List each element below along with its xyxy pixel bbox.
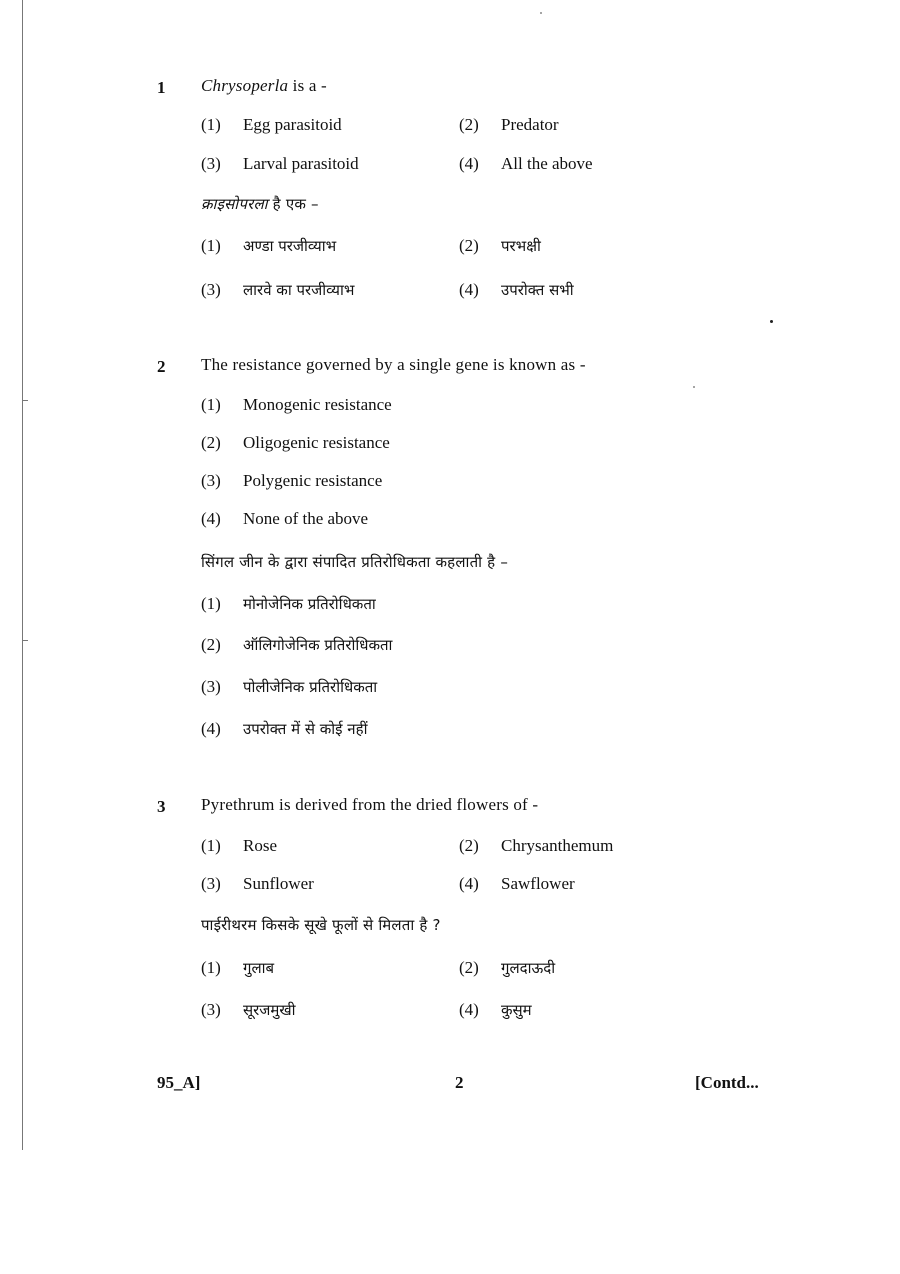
option-text: Predator xyxy=(501,115,559,134)
margin-tick xyxy=(22,640,28,641)
option-number: (4) xyxy=(201,509,221,528)
option-text: परभक्षी xyxy=(501,237,541,255)
option-text: Chrysanthemum xyxy=(501,836,614,855)
option-number: (1) xyxy=(201,594,221,613)
paper-code: 95_A] xyxy=(157,1073,201,1092)
option xyxy=(459,958,555,978)
option xyxy=(201,594,376,614)
option xyxy=(201,115,342,135)
option-text: उपरोक्त सभी xyxy=(501,281,574,299)
option xyxy=(201,236,336,256)
option-text: All the above xyxy=(501,154,593,173)
species-name-hi: क्राइसोपरला xyxy=(201,195,268,213)
scan-speck xyxy=(770,320,773,323)
question-text-hi: पाईरीथरम किसके सूखे फूलों से मिलता है ? xyxy=(201,916,441,934)
option xyxy=(201,836,277,856)
option xyxy=(201,635,392,655)
question-number: 1 xyxy=(157,78,166,97)
option-number: (4) xyxy=(459,154,479,173)
option xyxy=(459,154,593,174)
margin-tick xyxy=(22,400,28,401)
option-text: अण्डा परजीव्याभ xyxy=(243,237,337,255)
question-text-en: The resistance governed by a single gene is known as - xyxy=(201,355,586,374)
option-text: Polygenic resistance xyxy=(243,471,383,490)
option-text: Larval parasitoid xyxy=(243,154,359,173)
option-text: उपरोक्त में से कोई नहीं xyxy=(243,720,368,738)
option-number: (1) xyxy=(201,836,221,855)
option-number: (2) xyxy=(459,115,479,134)
option xyxy=(201,509,368,529)
option-number: (1) xyxy=(201,236,221,255)
option-text: Oligogenic resistance xyxy=(243,433,390,452)
option-text: गुलदाऊदी xyxy=(501,959,556,977)
option xyxy=(201,280,354,300)
question-text-hi: सिंगल जीन के द्वारा संपादित प्रतिरोधिकता कहलाती है – xyxy=(201,553,509,571)
option xyxy=(201,874,314,894)
option xyxy=(201,719,367,739)
option-number: (3) xyxy=(201,677,221,696)
option-number: (4) xyxy=(459,280,479,299)
option-number: (2) xyxy=(459,836,479,855)
species-name: Chrysoperla xyxy=(201,76,289,95)
option-number: (2) xyxy=(459,958,479,977)
option-number: (2) xyxy=(459,236,479,255)
option-text: गुलाब xyxy=(243,959,275,977)
option-number: (3) xyxy=(201,1000,221,1019)
option-text: Sunflower xyxy=(243,874,314,893)
question-text-hi xyxy=(201,194,319,214)
option-text: मोनोजेनिक प्रतिरोधिकता xyxy=(243,595,376,613)
option-number: (2) xyxy=(201,635,221,654)
option-text: सूरजमुखी xyxy=(243,1001,296,1019)
question-text-rest: is a - xyxy=(288,76,327,95)
option xyxy=(459,280,574,300)
option-number: (1) xyxy=(201,958,221,977)
option-text: पोलीजेनिक प्रतिरोधिकता xyxy=(243,678,378,696)
option-text: लारवे का परजीव्याभ xyxy=(243,281,355,299)
option-number: (2) xyxy=(201,433,221,452)
option xyxy=(201,154,359,174)
option xyxy=(201,471,382,491)
option-number: (4) xyxy=(459,1000,479,1019)
question-text-en xyxy=(201,76,327,96)
continued-label: [Contd... xyxy=(695,1073,759,1092)
option xyxy=(201,395,392,415)
option-number: (4) xyxy=(201,719,221,738)
option-text: ऑलिगोजेनिक प्रतिरोधिकता xyxy=(243,636,393,654)
option-number: (3) xyxy=(201,280,221,299)
option-number: (3) xyxy=(201,471,221,490)
option xyxy=(459,1000,532,1020)
option-text: None of the above xyxy=(243,509,369,528)
option-number: (3) xyxy=(201,154,221,173)
option-number: (1) xyxy=(201,395,221,414)
option xyxy=(459,836,613,856)
option xyxy=(201,958,274,978)
option xyxy=(201,433,390,453)
question-text-en: Pyrethrum is derived from the dried flowers of - xyxy=(201,795,539,814)
option xyxy=(201,677,377,697)
scan-speck xyxy=(693,386,695,388)
left-margin-rule xyxy=(22,0,23,1150)
question-number: 2 xyxy=(157,357,166,376)
scan-speck xyxy=(540,12,542,14)
question-text-rest-hi: है एक – xyxy=(267,195,319,213)
option-text: Monogenic resistance xyxy=(243,395,392,414)
option-number: (3) xyxy=(201,874,221,893)
option-text: Egg parasitoid xyxy=(243,115,342,134)
option xyxy=(459,115,559,135)
option xyxy=(201,1000,296,1020)
option xyxy=(459,236,541,256)
option-number: (4) xyxy=(459,874,479,893)
option-text: कुसुम xyxy=(501,1001,532,1019)
option xyxy=(459,874,575,894)
option-text: Rose xyxy=(243,836,277,855)
page-number: 2 xyxy=(455,1073,464,1092)
option-number: (1) xyxy=(201,115,221,134)
question-number: 3 xyxy=(157,797,166,816)
option-text: Sawflower xyxy=(501,874,575,893)
